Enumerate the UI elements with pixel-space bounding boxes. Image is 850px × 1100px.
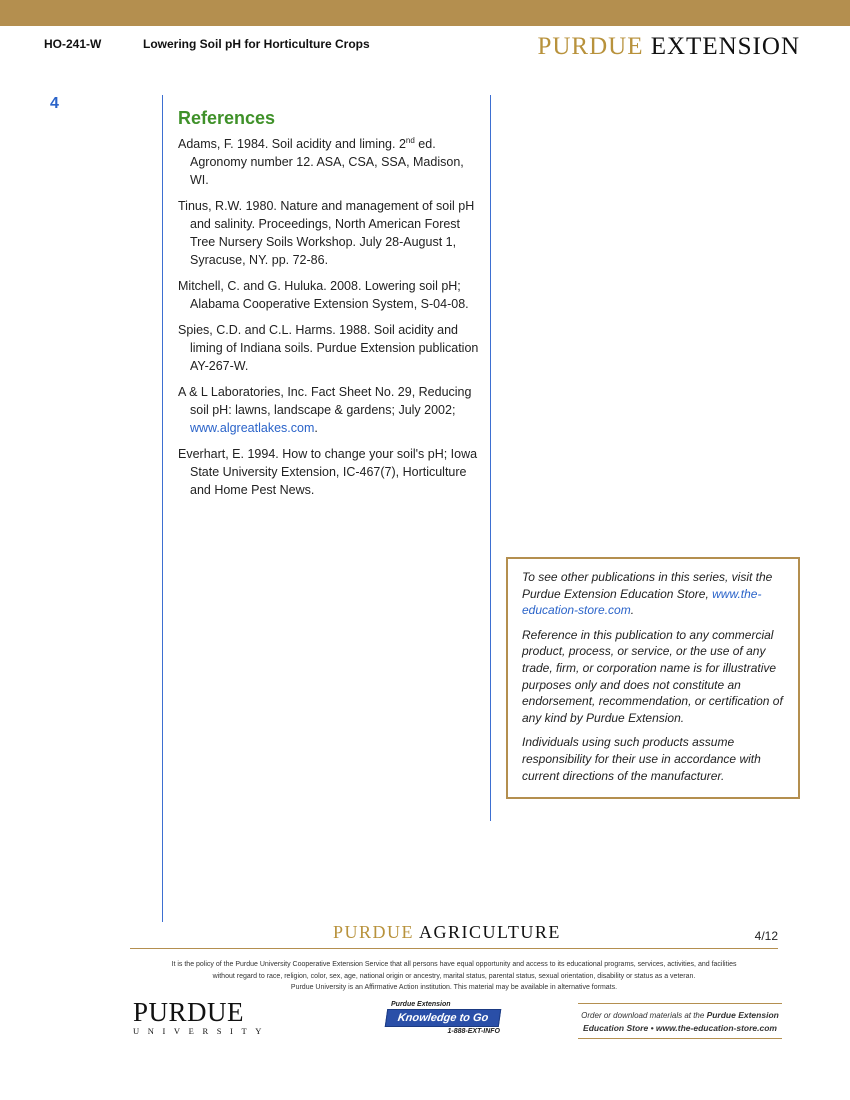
publication-title: Lowering Soil pH for Horticulture Crops: [143, 37, 370, 51]
brand-second-word: EXTENSION: [650, 33, 800, 60]
algreatlakes-link[interactable]: www.algreatlakes.com: [190, 421, 315, 435]
education-store-link[interactable]: www.the-education-store.com: [522, 586, 762, 618]
left-column-divider: [162, 95, 163, 922]
purdue-agriculture-logo: [333, 922, 561, 943]
notice-box: [506, 557, 800, 799]
purdue-extension-logo: [537, 33, 800, 61]
reference-item: Tinus, R.W. 1980. Nature and management of soil pH and salinity. Proceedings, North American Forest Tree Nursery Soils Workshop. July 28-August 1, Syracuse, NY. pp. 72-86.: [178, 199, 475, 267]
references-heading: References: [178, 108, 276, 128]
footer-divider: [130, 948, 778, 949]
knowledge-to-go-logo: [386, 1001, 500, 1035]
agri-second-word: AGRICULTURE: [419, 922, 561, 942]
ktg-extension-label: Purdue Extension: [391, 1001, 451, 1008]
notice-paragraph-responsibility: Individuals using such products assume responsibility for their use in accordance with current directions of the manufacturer.: [522, 735, 761, 783]
policy-statement: It is the policy of the Purdue University Cooperative Extension Service that all persons have equal opportunity and access to its educational programs, services, activities, and facilities without regard to race, religion, color, sex, age, national origin or ancestry, marital status, parental status, sexual orientation, disability or status as a veteran. Purdue University is an Affirmative Action institution. This material may be available in alternative formats.: [171, 961, 737, 991]
middle-column-divider: [490, 95, 491, 821]
brand-first-word: PURDUE: [537, 33, 644, 60]
references-section: [178, 108, 483, 507]
purdue-wordmark: PURDUE: [133, 997, 245, 1027]
page-number: 4: [50, 95, 59, 112]
ktg-phone: 1-888-EXT-INFO: [447, 1028, 500, 1035]
top-color-bar: [0, 0, 850, 26]
publication-code: HO-241-W: [44, 37, 102, 51]
page-count: 4/12: [754, 929, 778, 943]
notice-paragraph-store: To see other publications in this series, visit the Purdue Extension Education Store, www.the-education-store.com.: [522, 570, 773, 618]
notice-paragraph-disclaimer: Reference in this publication to any commercial product, process, or service, or the use of any trade, firm, or corporation name is for illustrative purposes only and does not constitute an endorsement, recommendation, or certification of any kind by Purdue Extension.: [522, 627, 783, 725]
reference-item: Mitchell, C. and G. Huluka. 2008. Lowering soil pH; Alabama Cooperative Extension System, S-04-08.: [178, 279, 469, 311]
purdue-university-logo: [133, 998, 270, 1036]
reference-item: Adams, F. 1984. Soil acidity and liming. 2nd ed. Agronomy number 12. ASA, CSA, SSA, Madison, WI.: [178, 135, 464, 187]
reference-item: Spies, C.D. and C.L. Harms. 1988. Soil acidity and liming of Indiana soils. Purdue Extension publication AY-267-W.: [178, 323, 479, 373]
reference-item: A & L Laboratories, Inc. Fact Sheet No. 29, Reducing soil pH: lawns, landscape & gardens; July 2002; www.algreatlakes.com.: [178, 385, 472, 435]
agri-first-word: PURDUE: [333, 922, 415, 942]
reference-item: Everhart, E. 1994. How to change your soil's pH; Iowa State University Extension, IC-467(7), Horticulture and Home Pest News.: [178, 447, 478, 497]
education-store-notice: Order or download materials at the Purdue Extension Education Store • www.the-education-store.com: [578, 1003, 782, 1039]
ktg-badge: Knowledge to Go: [385, 1009, 502, 1027]
university-wordmark: UNIVERSITY: [133, 1026, 270, 1036]
